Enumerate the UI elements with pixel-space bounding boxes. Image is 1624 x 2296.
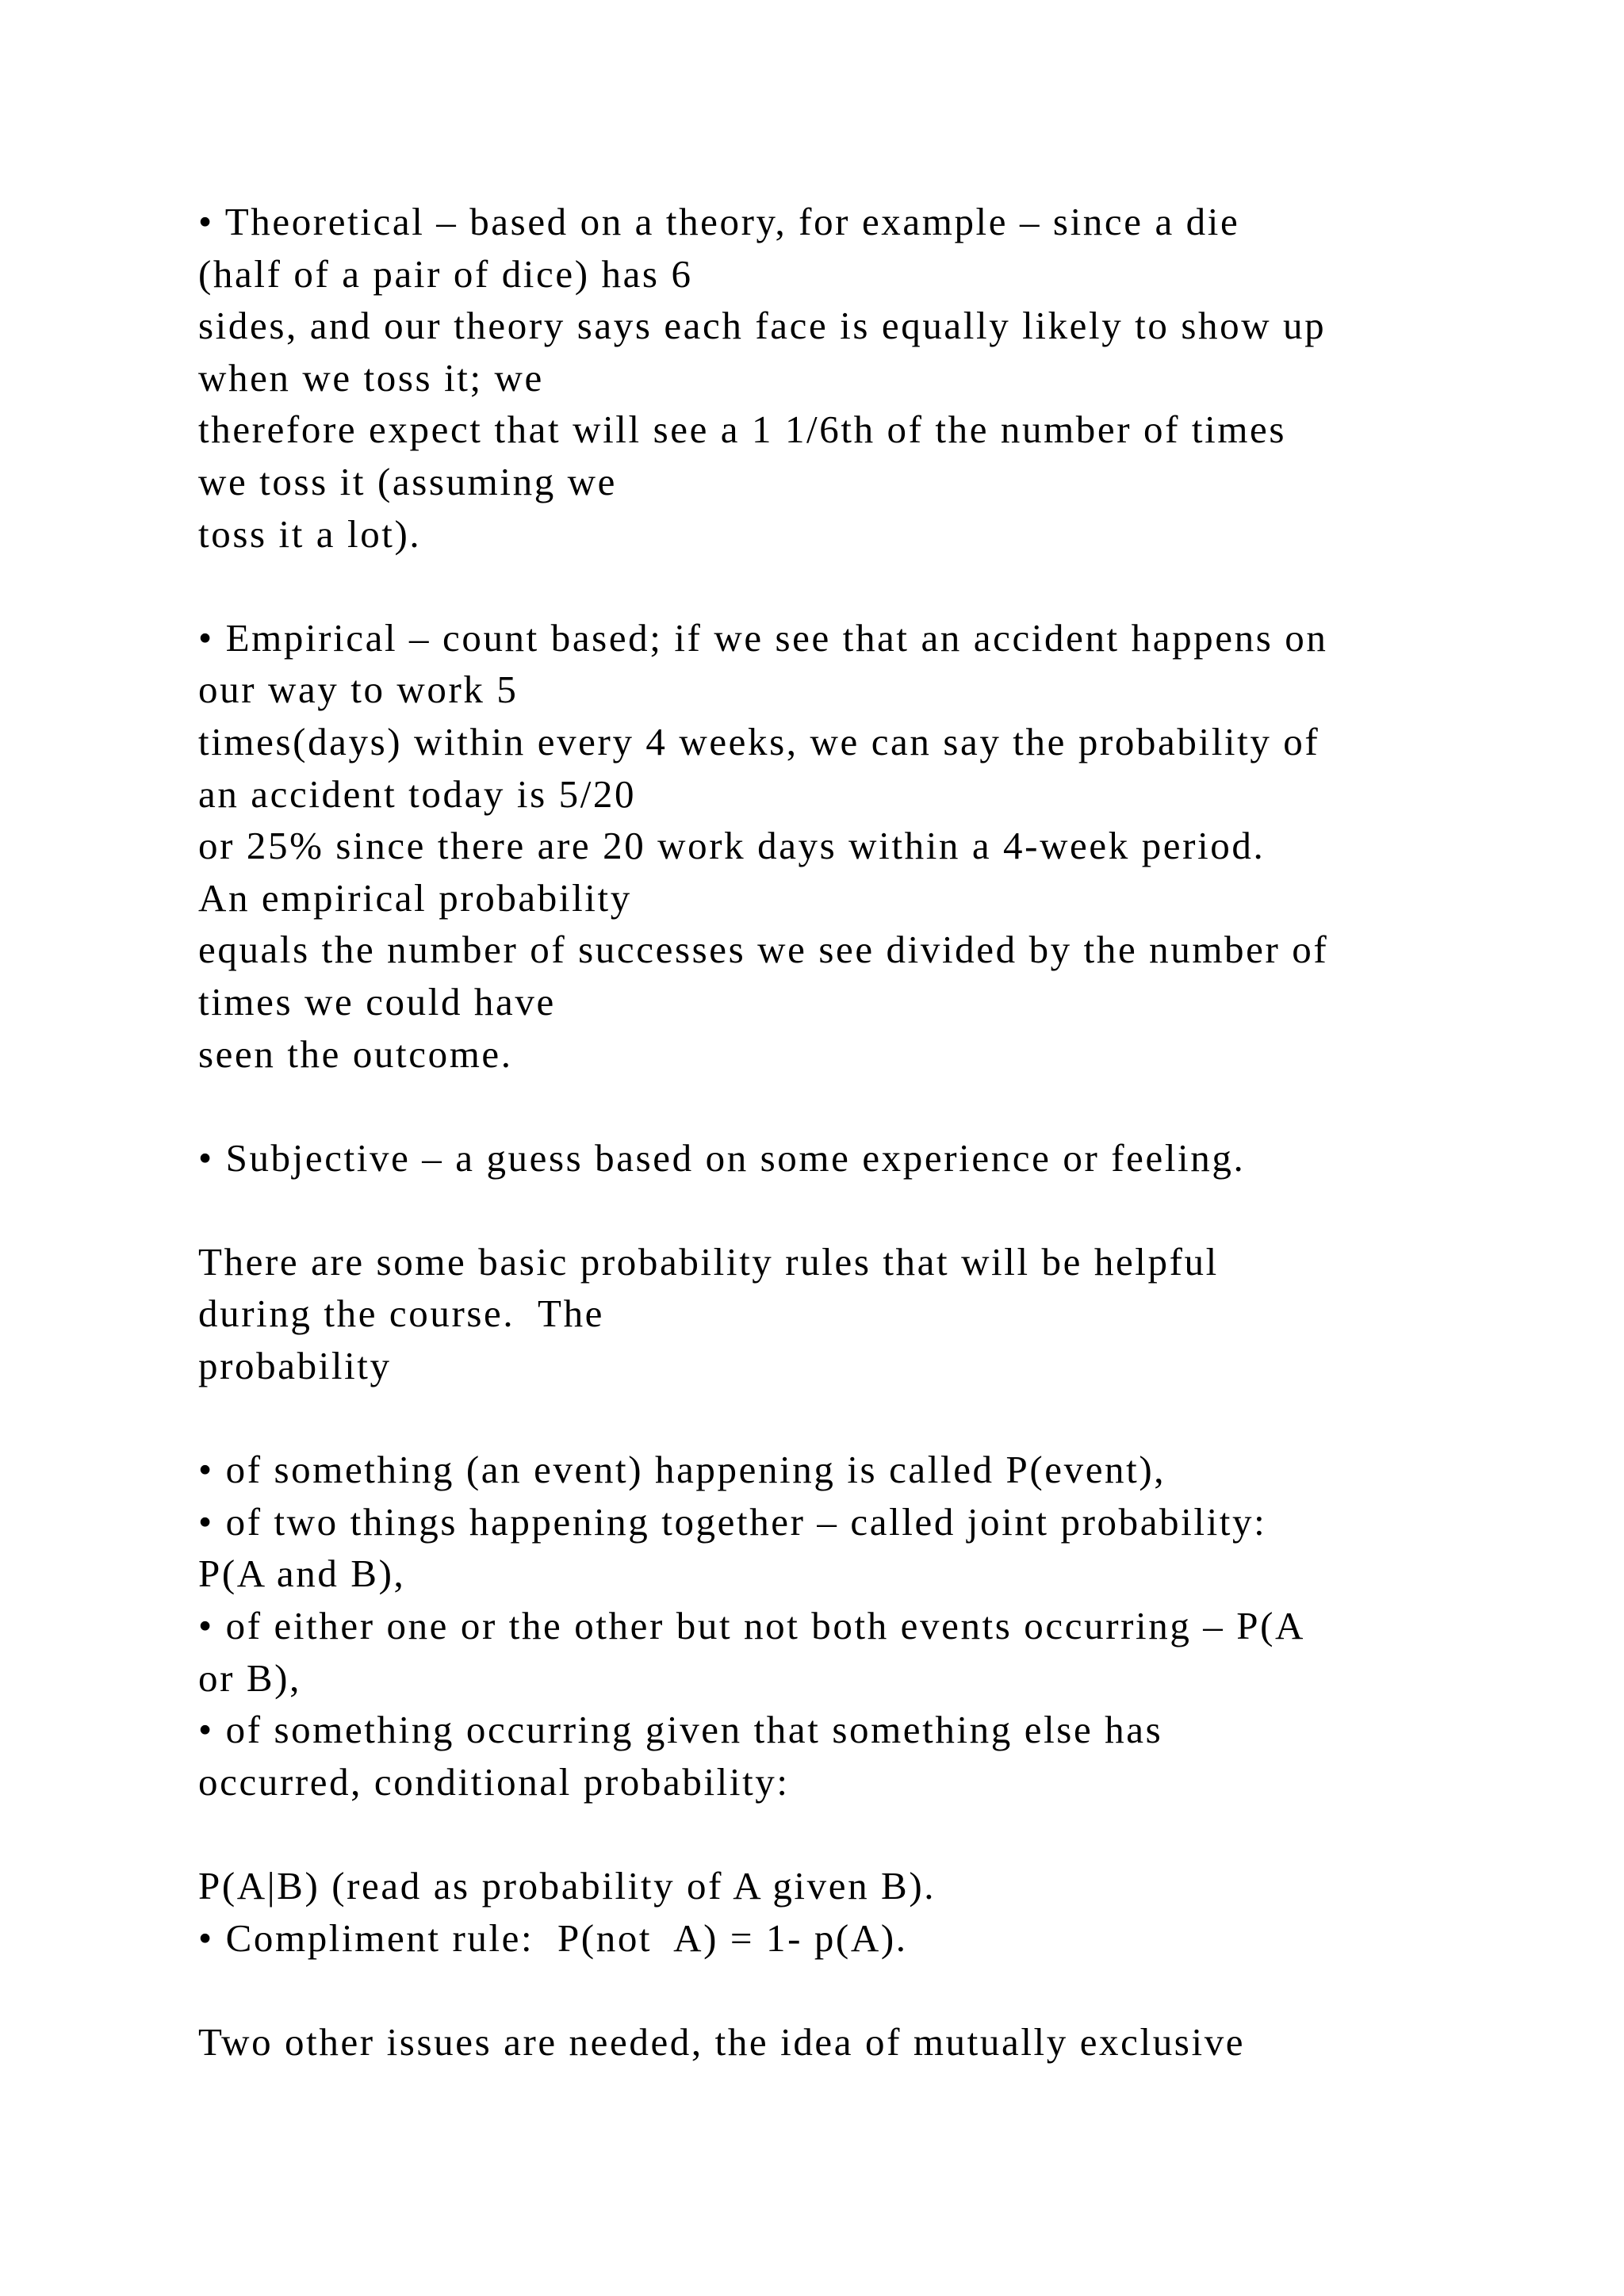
text-line: • of something occurring given that something else has: [198, 1708, 1163, 1752]
text-line: • of something (an event) happening is called P(event),: [198, 1448, 1166, 1492]
text-line: • Compliment rule: P(not A) = 1- p(A).: [198, 1915, 908, 1960]
text-line: P(A and B),: [198, 1552, 406, 1596]
text-line: an accident today is 5/20: [198, 771, 637, 816]
blank-line: [198, 1392, 1546, 1445]
text-line: our way to work 5: [198, 668, 519, 712]
text-line: • of either one or the other but not both events occurring – P(A: [198, 1604, 1305, 1648]
blank-line: [198, 1808, 1546, 1860]
blank-line: [198, 1080, 1546, 1132]
text-line: (half of a pair of dice) has 6: [198, 251, 693, 296]
text-line: An empirical probability: [198, 875, 632, 920]
blank-line: [198, 1184, 1546, 1236]
text-line: • of two things happening together – called joint probability:: [198, 1499, 1267, 1544]
text-line: equals the number of successes we see divided by the number of: [198, 928, 1329, 972]
text-line: Two other issues are needed, the idea of mutually exclusive: [198, 2019, 1246, 2064]
text-line: • Empirical – count based; if we see that an accident happens on: [198, 615, 1328, 660]
text-line: or B),: [198, 1655, 301, 1700]
text-line: • Subjective – a guess based on some experience or feeling.: [198, 1135, 1246, 1180]
blank-line: [198, 1964, 1546, 2016]
text-line: probability: [198, 1344, 392, 1388]
text-line: P(A|B) (read as probability of A given B).: [198, 1864, 936, 1908]
text-line: toss it a lot).: [198, 511, 422, 556]
document-body: [198, 196, 1546, 2068]
text-line: There are some basic probability rules that will be helpful: [198, 1239, 1219, 1284]
text-line: times we could have: [198, 979, 556, 1024]
text-line: seen the outcome.: [198, 1031, 513, 1076]
blank-line: [198, 560, 1546, 612]
text-line: times(days) within every 4 weeks, we can say the probability of: [198, 719, 1320, 763]
text-line: or 25% since there are 20 work days within a 4-week period.: [198, 824, 1266, 868]
text-line: when we toss it; we: [198, 355, 544, 400]
text-line: sides, and our theory says each face is equally likely to show up: [198, 304, 1327, 348]
text-line: during the course. The: [198, 1292, 605, 1336]
text-line: occurred, conditional probability:: [198, 1759, 790, 1804]
text-line: • Theoretical – based on a theory, for example – since a die: [198, 200, 1240, 243]
text-line: therefore expect that will see a 1 1/6th of the number of times: [198, 408, 1287, 452]
text-line: we toss it (assuming we: [198, 459, 617, 503]
